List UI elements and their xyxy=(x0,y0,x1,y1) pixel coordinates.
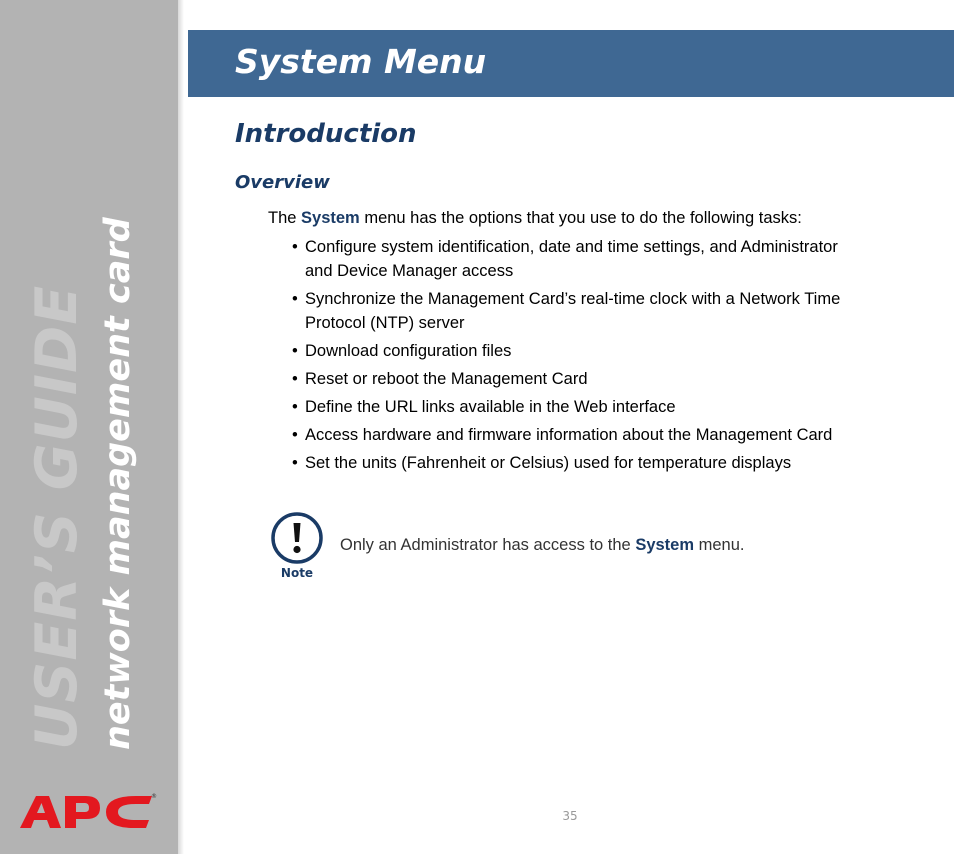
note-after: menu. xyxy=(694,536,745,554)
header-bar xyxy=(188,30,954,97)
bullet: • xyxy=(292,238,298,256)
note-text xyxy=(340,535,744,555)
intro-after: menu has the options that you use to do the following tasks: xyxy=(359,209,802,227)
task-list xyxy=(292,235,862,479)
sidebar-guide-text xyxy=(24,205,144,750)
list-item-text: Define the URL links available in the Web interface xyxy=(305,398,676,416)
guide-title: USER’S GUIDE xyxy=(24,284,90,750)
bullet: • xyxy=(292,398,298,416)
sidebar xyxy=(0,0,178,854)
note-label: Note xyxy=(280,566,314,580)
bullet: • xyxy=(292,290,298,308)
sidebar-shadow xyxy=(178,0,184,854)
intro-before: The xyxy=(268,209,302,227)
brand-mark: ® xyxy=(151,793,157,800)
bullet: • xyxy=(292,342,298,360)
section-subheading: Overview xyxy=(235,172,330,193)
bullet: • xyxy=(292,454,298,472)
list-item xyxy=(292,235,862,283)
list-item xyxy=(292,423,862,447)
intro-keyword: System xyxy=(301,209,360,227)
list-item-text: Download configuration files xyxy=(305,342,512,360)
list-item-text: Set the units (Fahrenheit or Celsius) used for temperature displays xyxy=(305,454,792,472)
bullet: • xyxy=(292,426,298,444)
list-item xyxy=(292,395,862,419)
note-keyword: System xyxy=(635,536,695,554)
intro-paragraph xyxy=(268,208,888,228)
list-item xyxy=(292,287,862,335)
apc-logo xyxy=(16,790,156,834)
list-item-text: Configure system identification, date and time settings, and Administrator and Device Manager access xyxy=(305,238,838,280)
page-number: 35 xyxy=(562,809,578,823)
list-item xyxy=(292,451,862,475)
guide-subtitle: network management card xyxy=(98,217,138,750)
bullet: • xyxy=(292,370,298,388)
note-before: Only an Administrator has access to the xyxy=(340,536,636,554)
section-heading: Introduction xyxy=(235,119,417,149)
list-item-text: Reset or reboot the Management Card xyxy=(305,370,588,388)
list-item xyxy=(292,367,862,391)
list-item-text: Access hardware and firmware information about the Management Card xyxy=(305,426,833,444)
exclamation-icon xyxy=(270,511,324,565)
list-item-text: Synchronize the Management Card’s real-time clock with a Network Time Protocol (NTP) server xyxy=(305,290,841,332)
note-icon-block xyxy=(270,511,324,583)
page-title: System Menu xyxy=(235,42,487,81)
list-item xyxy=(292,339,862,363)
